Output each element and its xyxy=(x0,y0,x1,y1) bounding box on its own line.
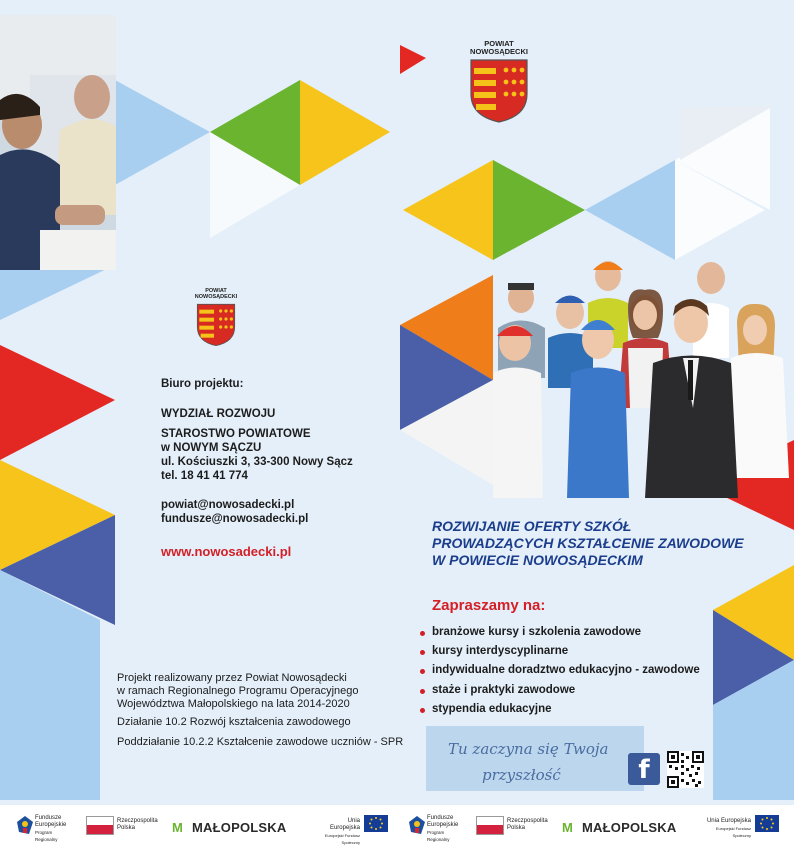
crest-label-small: POWIAT NOWOSĄDECKI xyxy=(194,288,238,300)
facebook-icon[interactable]: f xyxy=(628,753,660,785)
malopolska-mark-icon: M xyxy=(562,820,574,835)
office-department: WYDZIAŁ ROZWOJU xyxy=(161,408,276,420)
office-name-line1: STAROSTWO POWIATOWE xyxy=(161,428,311,440)
brochure-title: ROZWIJANIE OFERTY SZKÓŁ PROWADZĄCYCH KSZTAŁCENIE ZAWODOWE W POWIECIE NOWOSĄDECKIM xyxy=(432,518,744,568)
office-name-line2: w NOWYM SĄCZU xyxy=(161,442,262,454)
county-crest-top xyxy=(463,40,535,129)
coat-of-arms-icon xyxy=(469,58,529,124)
fe-star-icon xyxy=(409,816,425,834)
offer-list xyxy=(420,623,700,719)
rp-logo: Rzeczpospolita Polska xyxy=(476,805,536,846)
classroom-photo xyxy=(0,15,116,270)
office-phone: tel. 18 41 41 774 xyxy=(161,470,248,482)
qr-code-icon[interactable] xyxy=(667,751,704,788)
website-link[interactable]: www.nowosadecki.pl xyxy=(161,544,292,559)
eu-logo: Unia Europejska Europejski Fundusz Społeczny xyxy=(316,805,396,846)
project-line-2: w ramach Regionalnego Programu Operacyjnego xyxy=(117,685,359,697)
offer-item: kursy interdyscyplinarne xyxy=(420,642,700,661)
office-email-2[interactable]: fundusze@nowosadecki.pl xyxy=(161,513,309,525)
slogan-box xyxy=(426,726,644,791)
project-submeasure: Poddziałanie 10.2.2 Kształcenie zawodowe uczniów - SPR xyxy=(117,736,404,748)
office-address xyxy=(161,407,353,526)
fe-logo: Fundusze Europejskie Program Regionalny xyxy=(14,805,74,846)
eu-flag-icon xyxy=(364,815,388,832)
pl-flag-bottom xyxy=(86,825,114,835)
crest-label-top: POWIAT NOWOSĄDECKI xyxy=(470,39,528,56)
eu-logo: Unia Europejska Europejski Fundusz Społeczny xyxy=(697,805,787,846)
project-measure: Działanie 10.2 Rozwój kształcenia zawodowego xyxy=(117,716,351,728)
funding-logos-bar xyxy=(0,805,794,846)
malopolska-logo: M MAŁOPOLSKA xyxy=(172,820,287,835)
pl-flag-bottom xyxy=(476,825,504,835)
malopolska-mark-icon: M xyxy=(172,820,184,835)
slogan-line-2: przyszłość xyxy=(482,766,561,784)
project-line-3: Województwa Małopolskiego na lata 2014-2020 xyxy=(117,698,350,710)
fe-star-icon xyxy=(17,816,33,834)
coat-of-arms-small-icon xyxy=(196,302,236,348)
office-heading: Biuro projektu: xyxy=(161,378,244,390)
office-email-1[interactable]: powiat@nowosadecki.pl xyxy=(161,499,295,511)
rp-logo: Rzeczpospolita Polska xyxy=(86,805,146,846)
invite-heading: Zapraszamy na: xyxy=(432,597,546,614)
offer-item: branżowe kursy i szkolenia zawodowe xyxy=(420,623,700,642)
project-line-1: Projekt realizowany przez Powiat Nowosądecki xyxy=(117,672,347,684)
slogan-line-1: Tu zaczyna się Twoja xyxy=(448,740,609,758)
trainees-group-photo xyxy=(493,258,793,498)
eu-flag-icon xyxy=(755,815,779,832)
project-info xyxy=(117,672,403,749)
malopolska-logo: M MAŁOPOLSKA xyxy=(562,820,677,835)
office-street: ul. Kościuszki 3, 33-300 Nowy Sącz xyxy=(161,456,353,468)
fe-logo: Fundusze Europejskie Program Regionalny xyxy=(406,805,466,846)
offer-item: staże i praktyki zawodowe xyxy=(420,681,700,700)
county-crest-small xyxy=(190,289,242,353)
offer-item: indywidualne doradztwo edukacyjno - zawodowe xyxy=(420,661,700,680)
offer-item: stypendia edukacyjne xyxy=(420,700,700,719)
